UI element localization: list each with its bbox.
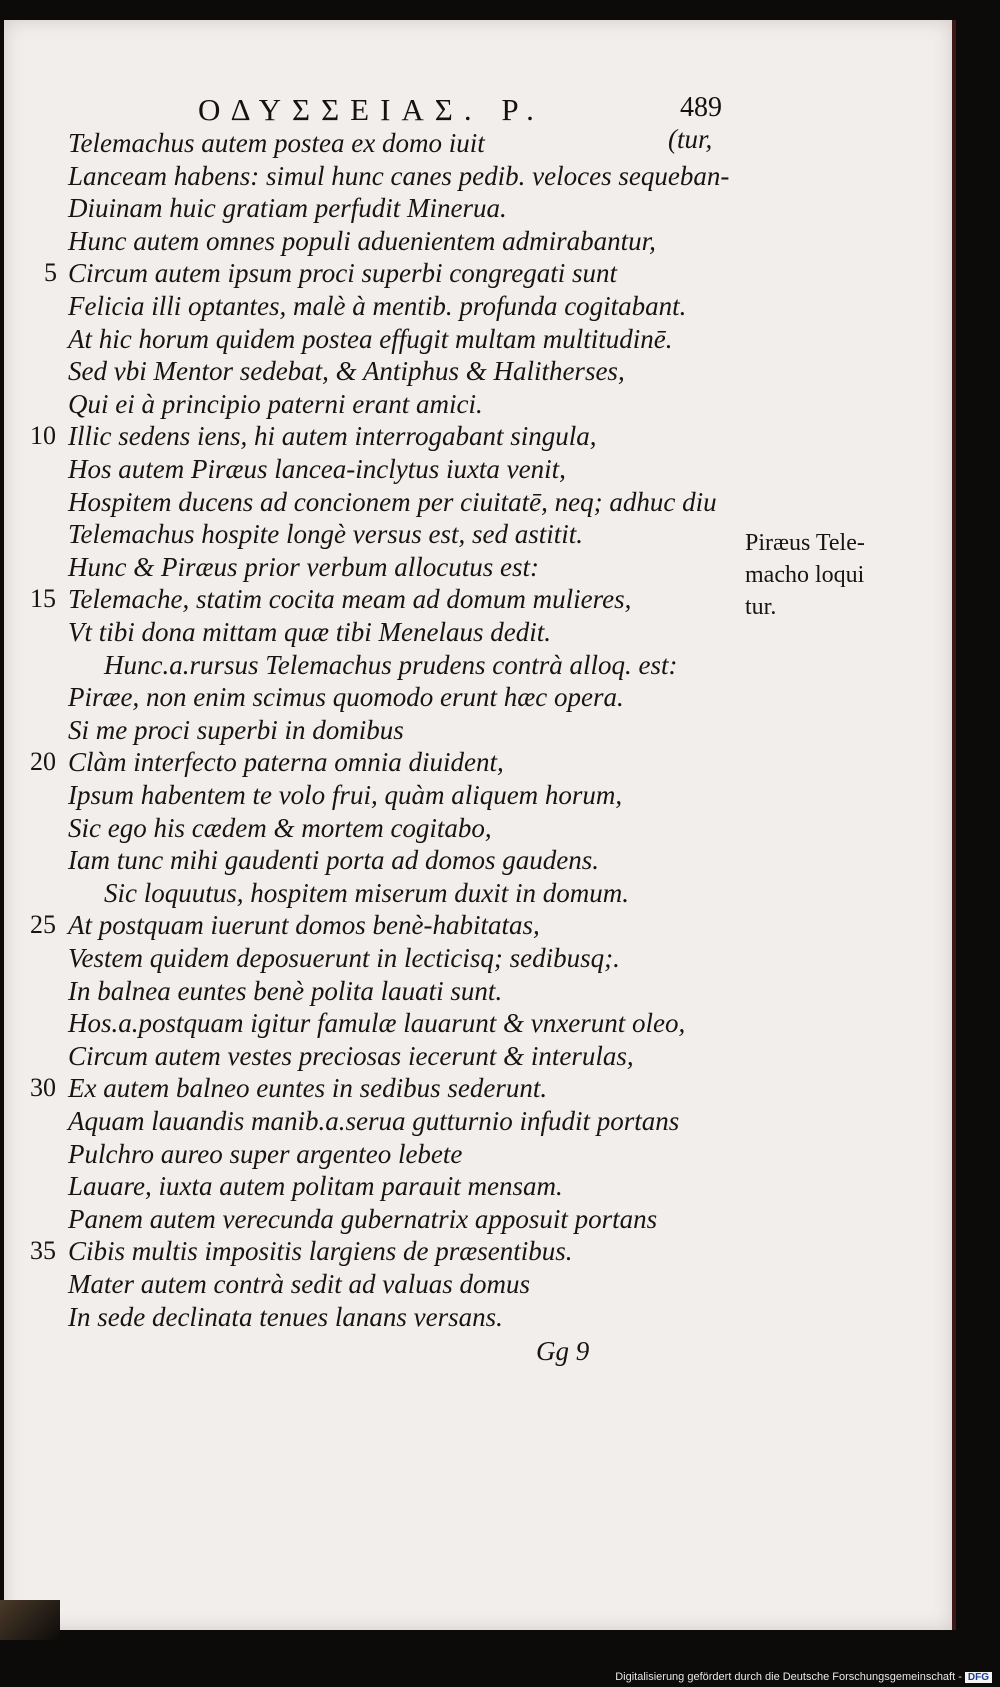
verse-line: Felicia illi optantes, malè à mentib. profunda cogitabant. (68, 291, 687, 321)
line-number: 25 (30, 910, 56, 940)
verse-line: Sic ego his cædem & mortem cogitabo, (68, 812, 492, 843)
dfg-logo: DFG (965, 1672, 992, 1683)
verse-line: Aquam lauandis manib.a.serua gutturnio infudit portans (68, 1106, 680, 1136)
page-corner-shadow (0, 1600, 60, 1640)
verse-line: Iam tunc mihi gaudenti porta ad domos gaudens. (68, 845, 599, 876)
line-number: 15 (30, 584, 56, 614)
verse-line: Hunc.a.rursus Telemachus prudens contrà alloq. est: (104, 649, 678, 680)
line-number: 30 (30, 1073, 56, 1103)
verse-line: Cibis multis impositis largiens de præsentibus. (68, 1236, 573, 1267)
line-number: 35 (30, 1236, 56, 1266)
verse-line: Vt tibi dona mittam quæ tibi Menelaus dedit. (68, 617, 551, 647)
running-title: ΟΔΥΣΣΕΙΑΣ. Ρ. (198, 92, 545, 127)
marginal-note-line: macho loqui (745, 562, 865, 588)
footer-credit: Digitalisierung gefördert durch die Deutsche Forschungsgemeinschaft - (615, 1671, 962, 1683)
verse-line: Illic sedens iens, hi autem interrogabant singula, (68, 421, 597, 452)
page-number: 489 (680, 92, 722, 123)
verse-line: Circum autem ipsum proci superbi congregati sunt (68, 258, 617, 289)
marginal-note-line: Piræus Tele- (745, 530, 865, 556)
verse-line: Hos.a.postquam igitur famulæ lauarunt & vnxerunt oleo, (68, 1008, 686, 1039)
verse-line: At hic horum quidem postea effugit multam multitudinē. (68, 323, 673, 354)
verse-line: In sede declinata tenues lanans versans. (68, 1301, 503, 1332)
verse-line: Piræe, non enim scimus quomodo erunt hæc opera. (68, 682, 624, 713)
verse-line: Telemachus hospite longè versus est, sed astitit. (68, 519, 583, 550)
verse-line: Panem autem verecunda gubernatrix apposuit portans (68, 1203, 658, 1234)
line-number: 5 (44, 258, 57, 288)
verse-line: At postquam iuerunt domos benè-habitatas, (68, 910, 540, 941)
signature-mark: Gg 9 (536, 1336, 590, 1366)
verse-line: Hunc autem omnes populi aduenientem admirabantur, (68, 225, 656, 256)
verse-line: Hunc & Piræus prior verbum allocutus est: (68, 551, 539, 582)
verse-line: Ex autem balneo euntes in sedibus sederunt. (68, 1073, 548, 1104)
verse-line: Diuinam huic gratiam perfudit Minerua. (68, 193, 507, 224)
verse-line: Sic loquutus, hospitem miserum duxit in domum. (104, 877, 629, 908)
verse-line: Mater autem contrà sedit ad valuas domus (68, 1269, 530, 1299)
digitization-footer (615, 1671, 992, 1683)
verse-line: Qui ei à principio paterni erant amici. (68, 388, 483, 419)
verse-line: Sed vbi Mentor sedebat, & Antiphus & Halitherses, (68, 356, 625, 387)
verse-line: Si me proci superbi in domibus (68, 714, 404, 745)
line-number: 20 (30, 747, 56, 777)
verse-line: In balnea euntes benè polita lauati sunt. (68, 975, 503, 1006)
verse-line: Vestem quidem deposuerunt in lecticisq; sedibusq;. (68, 943, 620, 973)
verse-line: Hospitem ducens ad concionem per ciuitatē, neq; adhuc diu (68, 486, 717, 517)
verse-line: Clàm interfecto paterna omnia diuident, (68, 747, 504, 778)
page-header (0, 92, 1000, 132)
marginal-note (745, 527, 865, 623)
line-continuation: (tur, (668, 124, 713, 154)
line-number: 10 (30, 421, 56, 451)
verse-line: Lanceam habens: simul hunc canes pedib. veloces sequeban- (68, 160, 730, 191)
verse-line: Ipsum habentem te volo frui, quàm aliquem horum, (68, 780, 623, 810)
verse-line: Lauare, iuxta autem politam parauit mensam. (68, 1171, 563, 1202)
verse-line: Pulchro aureo super argenteo lebete (68, 1138, 463, 1169)
verse-line: Telemache, statim cocita meam ad domum mulieres, (68, 584, 632, 615)
verse-line: Hos autem Piræus lancea-inclytus iuxta venit, (68, 454, 566, 484)
verse-line: Circum autem vestes preciosas iecerunt & interulas, (68, 1040, 634, 1071)
verse-line: Telemachus autem postea ex domo iuit (68, 128, 485, 158)
marginal-note-line: tur. (745, 594, 777, 620)
